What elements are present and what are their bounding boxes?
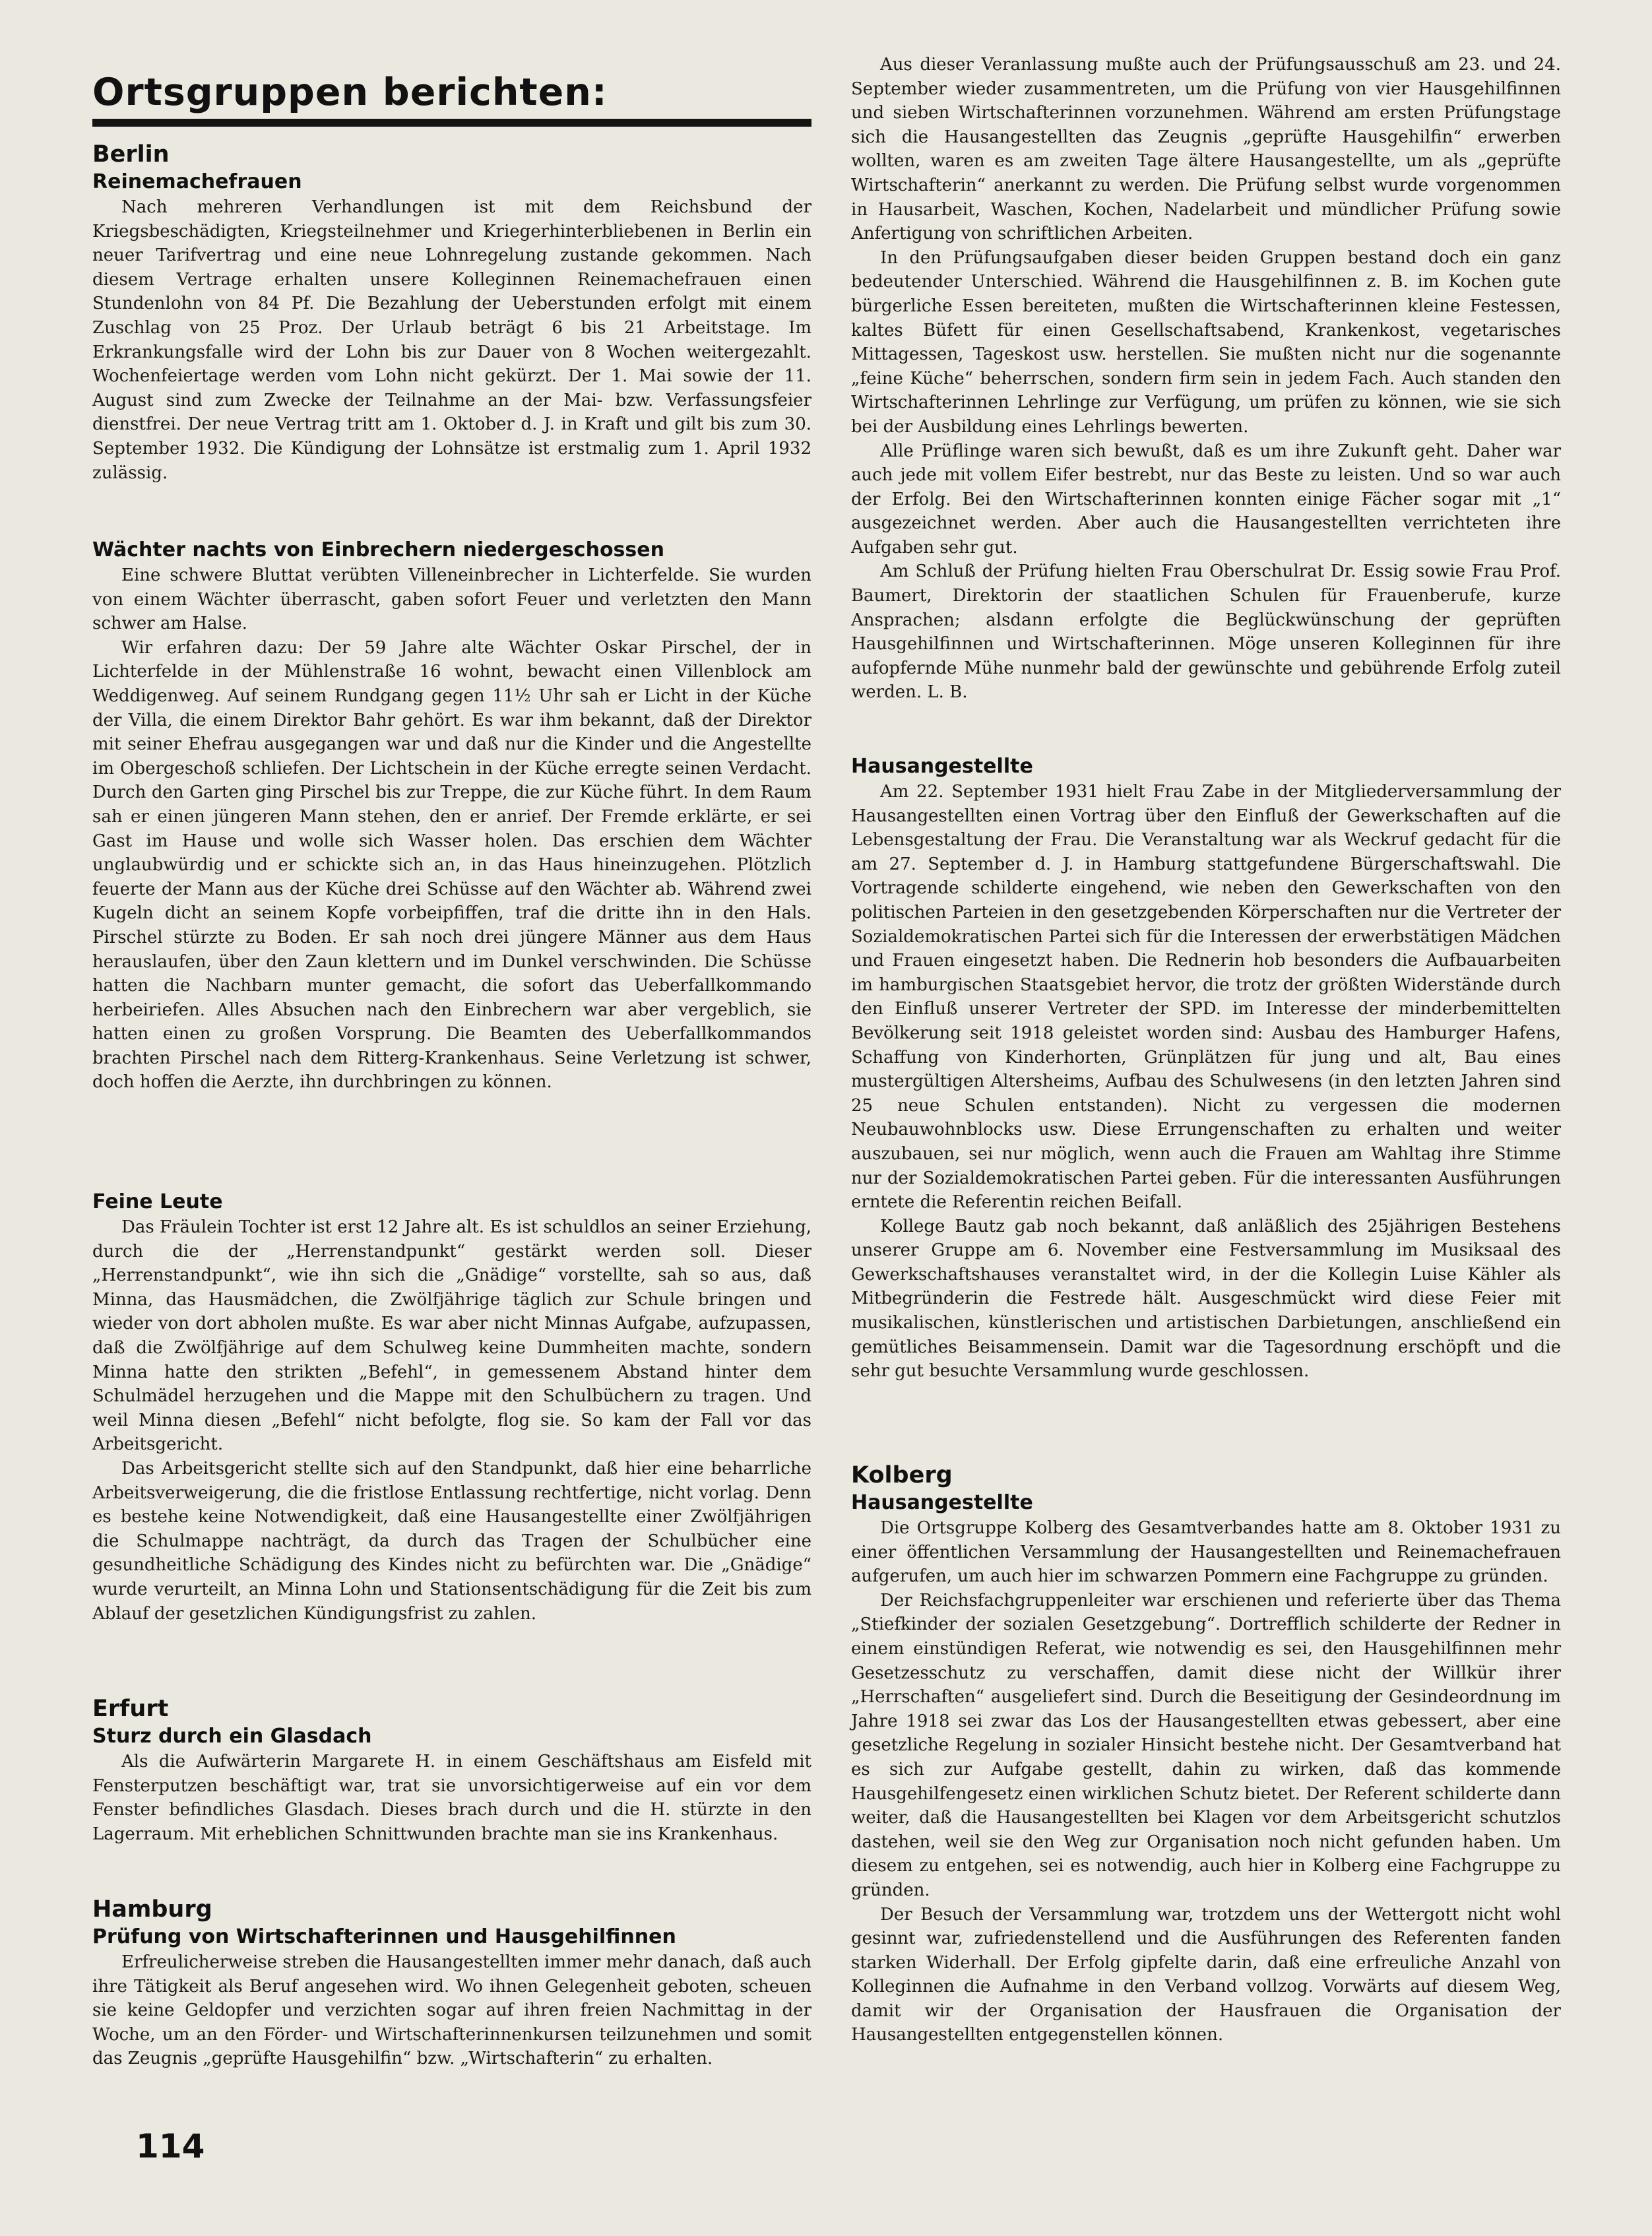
city-heading-hamburg: Hamburg xyxy=(92,1896,212,1923)
title-rule xyxy=(92,119,811,127)
paragraph: Das Arbeitsgericht stellte sich auf den Standpunkt, daß hier eine beharrliche Arbeitsverweigerung, die die fristlose Entlassung rechtfertige, nicht vorlag. Denn es bestehe keine Notwendigkeit, daß eine Hausangestellte einer Zwölfjährigen die Schulmappe nachträgt, da durch das Tragen der Schulbücher eine gesundheitliche Schädigung des Kindes nicht zu befürchten war. Die „Gnädige“ wurde verurteilt, an Minna Lohn und Stationsentschädigung für die Zeit bis zum Ablauf der gesetzlichen Kündigungsfrist zu zahlen. xyxy=(92,1458,811,1624)
berlin-block xyxy=(92,140,811,485)
paragraph: Der Besuch der Versammlung war, trotzdem uns der Wettergott nicht wohl gesinnt war, zufriedenstellend und die Ausführungen des Referenten fanden starken Widerhall. Der Erfolg gipfelte darin, daß eine erfreuliche Anzahl von Kolleginnen die Aufnahme in den Verband vollzog. Vorwärts auf diesem Weg, damit wir der Organisation der Hausfrauen die Organisation der Hausangestellten entgegenstellen können. xyxy=(851,1904,1561,2045)
hausangestellte-block xyxy=(851,753,1561,1384)
paragraph: In den Prüfungsaufgaben dieser beiden Gruppen bestand doch ein ganz bedeutender Unterschied. Während die Hausgehilfinnen z. B. im Kochen gute bürgerliche Essen bereiteten, mußten die Wirtschafterinnen kleine Festessen, kaltes Büfett für einen Gesellschaftsabend, Krankenkost, vegetarisches Mittagessen, Tageskost usw. herstellen. Sie mußten nicht nur die sogenannte „feine Küche“ beherrschen, sondern firm sein in jedem Fach. Auch standen den Wirtschafterinnen Lehrlinge zur Verfügung, um prüfen zu können, wie sie sich bei der Ausbildung eines Lehrlings bewerten. xyxy=(851,247,1561,437)
erfurt-block xyxy=(92,1694,811,1846)
section-heading-reinemachefrauen: Reinemachefrauen xyxy=(92,170,302,193)
article-text xyxy=(851,1516,1561,2047)
paragraph: Wir erfahren dazu: Der 59 Jahre alte Wächter Oskar Pirschel, der in Lichterfelde in der Mühlenstraße 16 wohnt, bewacht einen Villenblock am Weddigenweg. Auf seinem Rundgang gegen 11½ Uhr sah er Licht in der Küche der Villa, die einem Direktor Bahr gehört. Es war ihm bekannt, daß der Direktor mit seiner Ehefrau ausgegangen war und daß nur die Kinder und die Angestellte im Obergeschoß schliefen. Der Lichtschein in der Küche erregte seinen Verdacht. Durch den Garten ging Pirschel bis zur Treppe, die zur Küche führt. In dem Raum sah er einen jüngeren Mann stehen, den er anrief. Der Fremde erklärte, er sei Gast im Hause und wolle sich Wasser holen. Das erschien dem Wächter unglaubwürdig und er schickte sich an, in das Haus hineinzugehen. Plötzlich feuerte der Mann aus der Küche drei Schüsse auf den Wächter ab. Während zwei Kugeln dicht an seinem Kopfe vorbeipfiffen, traf die dritte ihn in den Hals. Pirschel stürzte zu Boden. Er sah noch drei jüngere Männer aus dem Haus herauslaufen, über den Zaun klettern und im Dunkel verschwinden. Die Schüsse hatten die Nachbarn munter gemacht, die sofort das Ueberfallkommando herbeiriefen. Alles Absuchen nach den Einbrechern war aber vergeblich, sie hatten einen zu großen Vorsprung. Die Beamten des Ueberfallkommandos brachten Pirschel nach dem Ritterg-Krankenhaus. Seine Verletzung ist schwer, doch hoffen die Aerzte, ihn durchbringen zu können. xyxy=(92,637,811,1093)
page-title: Ortsgruppen berichten: xyxy=(92,71,608,114)
city-heading-berlin: Berlin xyxy=(92,141,170,168)
section-heading-glasdach: Sturz durch ein Glasdach xyxy=(92,1725,372,1748)
paragraph: Nach mehreren Verhandlungen ist mit dem Reichsbund der Kriegsbeschädigten, Kriegsteilnehmer und Kriegerhinterbliebenen in Berlin ein neuer Tarifvertrag und eine neue Lohnregelung zustande gekommen. Nach diesem Vertrage erhalten unsere Kolleginnen Reinemachefrauen einen Stundenlohn von 84 Pf. Die Bezahlung der Ueberstunden erfolgt mit einem Zuschlag von 25 Proz. Der Urlaub beträgt 6 bis 21 Arbeitstage. Im Erkrankungsfalle wird der Lohn bis zur Dauer von 8 Wochen weitergezahlt. Wochenfeiertage werden vom Lohn nicht gekürzt. Der 1. Mai sowie der 11. August sind zum Zwecke der Teilnahme an der Mai- bzw. Verfassungsfeier dienstfrei. Der neue Vertrag tritt am 1. Oktober d. J. in Kraft und gilt bis zum 30. September 1932. Die Kündigung der Lohnsätze ist erstmalig zum 1. April 1932 zulässig. xyxy=(92,197,811,483)
paragraph: Erfreulicherweise streben die Hausangestellten immer mehr danach, daß auch ihre Tätigkeit als Beruf angesehen wird. Wo ihnen Gelegenheit geboten, scheuen sie keine Geldopfer und verzichten sogar auf ihren freien Nachmittag in der Woche, um an den Förder- und Wirtschafterinnenkursen teilzunehmen und somit das Zeugnis „geprüfte Hausgehilfin“ bzw. „Wirtschafterin“ zu erhalten. xyxy=(92,1952,811,2069)
article-text xyxy=(92,1215,811,1626)
paragraph: Am Schluß der Prüfung hielten Frau Oberschulrat Dr. Essig sowie Frau Prof. Baumert, Direktorin der staatlichen Schulen für Frauenberufe, kurze Ansprachen; alsdann erfolgte die Beglückwünschung der geprüften Hausgehilfinnen und Wirtschafterinnen. Möge unseren Kolleginnen für ihre aufopfernde Mühe nunmehr bald der gewünschte und gebührende Erfolg zuteil werden. L. B. xyxy=(851,561,1561,703)
paragraph: Aus dieser Veranlassung mußte auch der Prüfungsausschuß am 23. und 24. September wieder zusammentreten, um die Prüfung von vier Hausgehilfinnen und sieben Wirtschafterinnen vorzunehmen. Während am ersten Prüfungstage sich die Hausangestellten das Zeugnis „geprüfte Hausgehilfin“ erwerben wollten, waren es am zweiten Tage ältere Hausangestellte, um als „geprüfte Wirtschafterin“ anerkannt zu werden. Die Prüfung selbst wurde vorgenommen in Hausarbeit, Waschen, Kochen, Nadelarbeit und mündlicher Prüfung sowie Anfertigung von schriftlichen Arbeiten. xyxy=(851,55,1561,244)
city-heading-erfurt: Erfurt xyxy=(92,1696,169,1722)
article-text xyxy=(851,780,1561,1384)
paragraph: Kollege Bautz gab noch bekannt, daß anläßlich des 25jährigen Bestehens unserer Gruppe am 6. November eine Festversammlung im Musiksaal des Gewerkschaftshauses veranstaltet wird, in der die Kollegin Luise Kähler als Mitbegründerin die Festrede hält. Ausgeschmückt wird diese Feier mit musikalischen, künstlerischen und artistischen Darbietungen, anschließend ein gemütliches Beisammensein. Damit war die Tagesordnung erschöpft und die sehr gut besuchte Versammlung wurde geschlossen. xyxy=(851,1216,1561,1382)
article-text xyxy=(92,1950,811,2071)
feine-leute-block xyxy=(92,1189,811,1626)
paragraph: Alle Prüflinge waren sich bewußt, daß es um ihre Zukunft geht. Daher war auch jede mit vollem Eifer bestrebt, nur das Beste zu leisten. Und so war auch der Erfolg. Bei den Wirtschafterinnen konnten einige Fächer sogar mit „1“ ausgezeichnet werden. Aber auch die Hausangestellten verrichteten ihre Aufgaben sehr gut. xyxy=(851,441,1561,558)
article-text xyxy=(92,195,811,485)
section-heading-kolberg-hausangestellte: Hausangestellte xyxy=(851,1491,1033,1514)
section-heading-feine-leute: Feine Leute xyxy=(92,1190,223,1213)
hamburg-continued-block xyxy=(851,53,1561,705)
article-text xyxy=(851,53,1561,705)
city-heading-kolberg: Kolberg xyxy=(851,1462,953,1488)
paragraph: Die Ortsgruppe Kolberg des Gesamtverbandes hatte am 8. Oktober 1931 zu einer öffentlichen Versammlung der Hausangestellten und Reinemachefrauen aufgerufen, um auch hier im schwarzen Pommern eine Fachgruppe zu gründen. xyxy=(851,1518,1561,1587)
waechter-block xyxy=(92,537,811,1095)
article-text xyxy=(92,563,811,1095)
paragraph: Als die Aufwärterin Margarete H. in einem Geschäftshaus am Eisfeld mit Fensterputzen beschäftigt war, trat sie unvorsichtigerweise auf ein vor dem Fenster befindliches Glasdach. Dieses brach durch und die H. stürzte in den Lagerraum. Mit erheblichen Schnittwunden brachte man sie ins Krankenhaus. xyxy=(92,1752,811,1844)
paragraph: Das Fräulein Tochter ist erst 12 Jahre alt. Es ist schuldlos an seiner Erziehung, durch die der „Herrenstandpunkt“ gestärkt werden soll. Dieser „Herrenstandpunkt“, wie ihn sich die „Gnädige“ vorstellte, sah so aus, daß Minna, das Hausmädchen, die Zwölfjährige täglich zur Schule bringen und wieder von dort abholen mußte. Es war aber nicht Minnas Aufgabe, aufzupassen, daß die Zwölfjährige auf dem Schulweg keine Dummheiten machte, sondern Minna hatte den strikten „Befehl“, in gemessenem Abstand hinter dem Schulmädel herzugehen und die Mappe mit den Schulbüchern zu tragen. Und weil Minna diesen „Befehl“ nicht befolgte, flog sie. So kam der Fall vor das Arbeitsgericht. xyxy=(92,1217,811,1455)
paragraph: Eine schwere Bluttat verübten Villeneinbrecher in Lichterfelde. Sie wurden von einem Wächter überrascht, gaben sofort Feuer und verletzten den Mann schwer am Halse. xyxy=(92,565,811,634)
kolberg-block xyxy=(851,1461,1561,2047)
paragraph: Am 22. September 1931 hielt Frau Zabe in der Mitgliederversammlung der Hausangestellten einen Vortrag über den Einfluß der Gewerkschaften auf die Lebensgestaltung der Frau. Die Veranstaltung war als Weckruf gedacht für die am 27. September d. J. in Hamburg stattgefundene Bürgerschaftswahl. Die Vortragende schilderte eingehend, wie neben den Gewerkschaften von den politischen Parteien in den gesetzgebenden Körperschaften nur die Vertreter der Sozialdemokratischen Partei sich für die Interessen der erwerbstätigen Mädchen und Frauen eingesetzt haben. Die Rednerin hob besonders die Aufbauarbeiten im hamburgischen Staatsgebiet hervor, die trotz der größten Widerstände durch den Einfluß unserer Vertreter der SPD. im Interesse der minderbemittelten Bevölkerung seit 1918 geleistet worden sind: Ausbau des Hamburger Hafens, Schaffung von Kinderhorten, Grünplätzen für jung und alt, Bau eines mustergültigen Altersheims, Aufbau des Schulwesens (in den letzten Jahren sind 25 neue Schulen entstanden). Nicht zu vergessen die modernen Neubauwohnblocks usw. Diese Errungenschaften zu erhalten und weiter auszubauen, sei nur möglich, wenn auch die Frauen am Wahltag ihre Stimme nur der Sozialdemokratischen Partei geben. Für die interessanten Ausführungen erntete die Referentin reichen Beifall. xyxy=(851,782,1561,1213)
paragraph: Der Reichsfachgruppenleiter war erschienen und referierte über das Thema „Stiefkinder der sozialen Gesetzgebung“. Dortrefflich schilderte der Redner in einem einstündigen Referat, wie notwendig es sei, den Hausgehilfinnen mehr Gesetzesschutz zu verschaffen, damit diese nicht der Willkür ihrer „Herrschaften“ ausgeliefert sind. Durch die Beseitigung der Gesindeordnung im Jahre 1918 sei zwar das Los der Hausangestellten etwas gebessert, aber eine gesetzliche Regelung in sozialer Hinsicht bestehe nicht. Der Gesamtverband hat es sich zur Aufgabe gestellt, dahin zu wirken, daß das kommende Hausgehilfengesetz einen wirklichen Schutz bietet. Der Referent schilderte dann weiter, daß die Hausangestellten bei Klagen vor dem Arbeitsgericht schutzlos dastehen, weil sie den Weg zur Organisation noch nicht gefunden haben. Um diesem zu entgehen, sei es notwendig, auch hier in Kolberg eine Fachgruppe zu gründen. xyxy=(851,1590,1561,1900)
page-number: 114 xyxy=(136,2127,205,2165)
hamburg-block xyxy=(92,1895,811,2071)
section-heading-waechter: Wächter nachts von Einbrechern niedergeschossen xyxy=(92,538,664,561)
section-heading-pruefung: Prüfung von Wirtschafterinnen und Hausgehilfinnen xyxy=(92,1925,676,1948)
article-text xyxy=(92,1750,811,1846)
section-heading-hausangestellte: Hausangestellte xyxy=(851,755,1033,778)
